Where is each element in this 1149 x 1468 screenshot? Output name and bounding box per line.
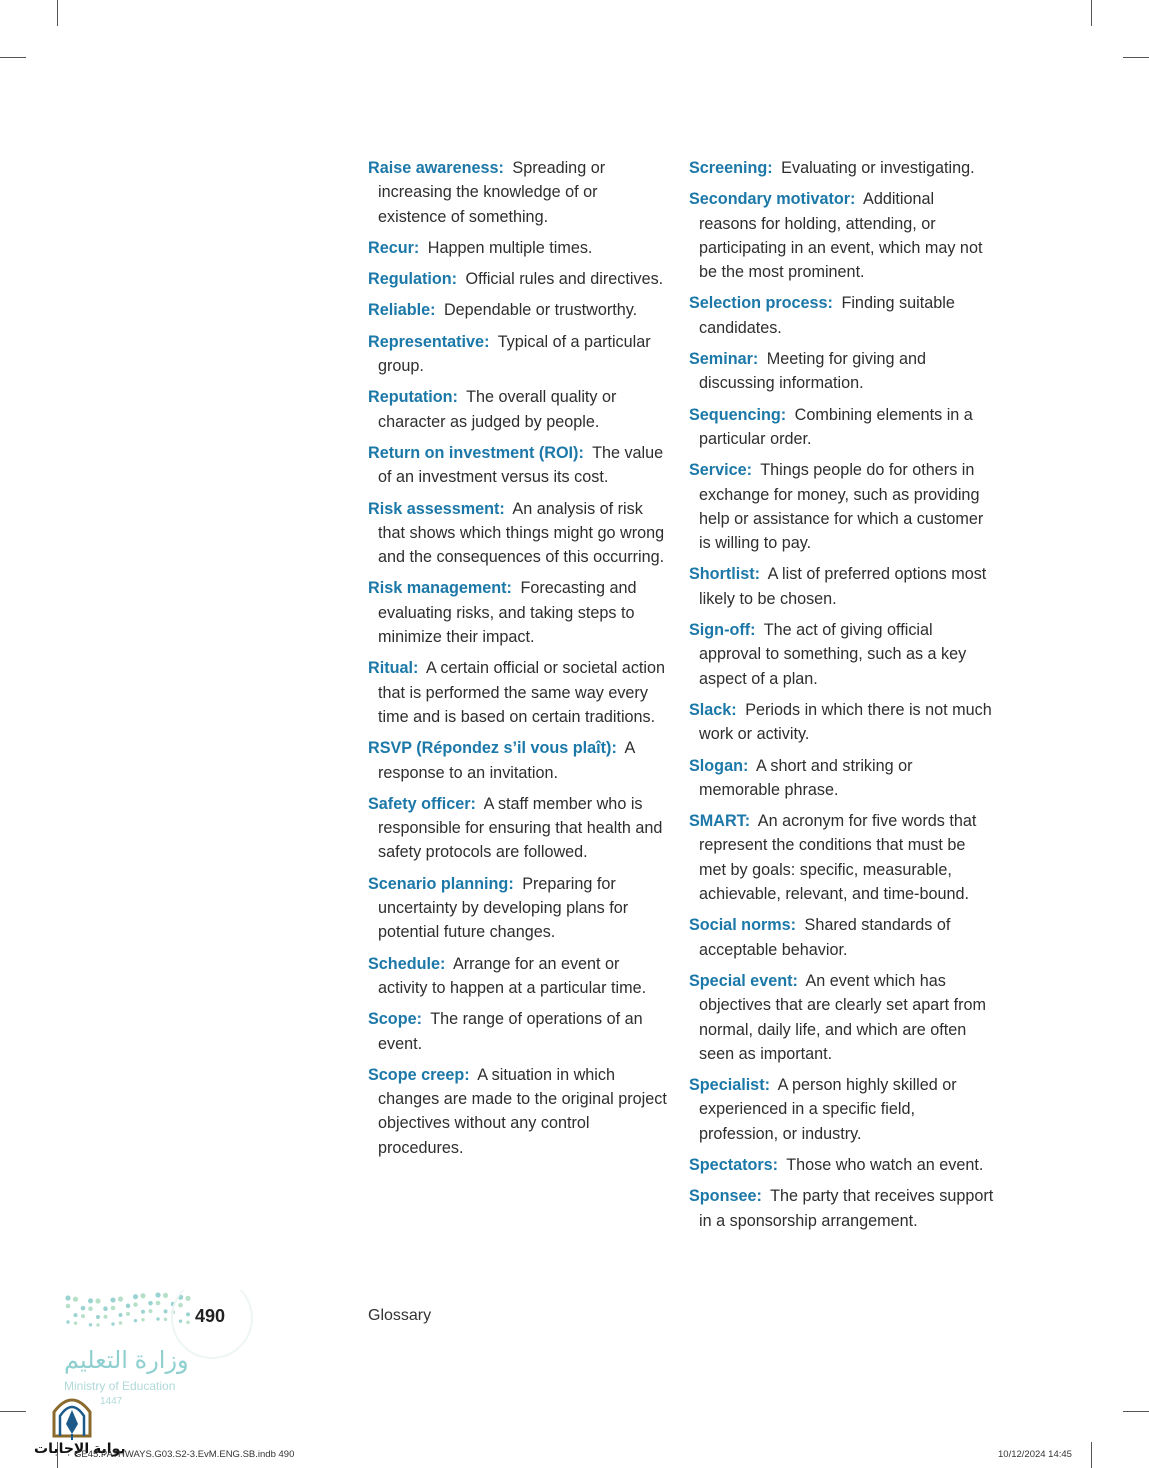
- crop-mark: [57, 0, 58, 26]
- logo-dot: [155, 1292, 160, 1297]
- glossary-definition: A certain official or societal action that is performed the same way every time and is based on certain traditions.: [378, 659, 666, 726]
- glossary-definition: A person highly skilled or experienced in a specific field, profession, or industry.: [699, 1076, 957, 1143]
- logo-dot: [88, 1298, 93, 1303]
- logo-dot: [119, 1313, 123, 1317]
- glossary-term: Ritual:: [368, 659, 419, 678]
- glossary-entry: [689, 618, 994, 691]
- logo-dot: [163, 1293, 168, 1298]
- glossary-entry: [689, 347, 994, 396]
- glossary-definition: A staff member who is responsible for ensuring that health and safety protocols are followed.: [378, 794, 663, 862]
- footer-section-title: Glossary: [368, 1307, 432, 1324]
- glossary-entry: [689, 403, 994, 452]
- logo-dot: [119, 1321, 122, 1324]
- glossary-term: Risk assessment:: [368, 499, 505, 518]
- glossary-term: Reliable:: [368, 301, 436, 320]
- logo-dot: [179, 1319, 182, 1322]
- glossary-term: Raise awareness:: [368, 159, 504, 177]
- glossary-entry: [368, 441, 668, 490]
- logo-dot: [164, 1318, 167, 1321]
- glossary-definition: A response to an invitation.: [378, 739, 635, 782]
- logo-dot: [66, 1304, 71, 1309]
- logo-dot: [141, 1318, 144, 1321]
- logo-dot: [65, 1295, 70, 1300]
- glossary-term: Scenario planning:: [368, 874, 514, 893]
- logo-dot: [118, 1296, 123, 1301]
- logo-dot: [111, 1322, 114, 1325]
- logo-dot: [81, 1306, 86, 1311]
- glossary-entry: [368, 385, 668, 434]
- glossary-term: Selection process:: [689, 294, 833, 313]
- logo-dot: [134, 1319, 137, 1322]
- logo-dot: [156, 1301, 161, 1306]
- glossary-term: Safety officer:: [368, 794, 476, 813]
- glossary-entry: [689, 1073, 994, 1146]
- glossary-definition: Finding suitable candidates.: [699, 294, 955, 337]
- glossary-definition: Dependable or trustworthy.: [443, 301, 638, 320]
- glossary-definition: The value of an investment versus its cost.: [378, 443, 664, 487]
- glossary-term: Secondary motivator:: [689, 190, 856, 209]
- glossary-term: Seminar:: [689, 350, 759, 369]
- crop-mark: [1123, 1411, 1149, 1412]
- logo-dot: [133, 1302, 138, 1307]
- glossary-definition: Periods in which there is not much work or activity.: [699, 700, 992, 744]
- glossary-term: Representative:: [368, 332, 490, 351]
- glossary-term: SMART:: [689, 812, 751, 831]
- logo-dot: [178, 1303, 183, 1308]
- glossary-definition: An event which has objectives that are clearly set apart from normal, daily life, and which are often seen as important.: [699, 971, 987, 1063]
- logo-dot: [104, 1315, 108, 1319]
- logo-dot: [156, 1317, 159, 1320]
- glossary-term: Return on investment (ROI):: [368, 443, 584, 462]
- glossary-term: Shortlist:: [689, 565, 761, 584]
- logo-dot: [185, 1296, 190, 1301]
- glossary-term: Sponsee:: [689, 1187, 762, 1206]
- glossary-entry: [689, 562, 994, 611]
- portal-name: بوابة الإجابات: [34, 1440, 126, 1456]
- logo-dot: [133, 1294, 138, 1299]
- glossary-entry: [689, 1184, 994, 1233]
- logo-dot: [148, 1301, 153, 1306]
- glossary-column-right: [689, 156, 994, 1240]
- glossary-term: RSVP (Répondez s’il vous plaît):: [368, 739, 617, 758]
- glossary-definition: A list of preferred options most likely to be chosen.: [699, 565, 987, 608]
- crop-mark: [0, 57, 26, 58]
- glossary-entry: [689, 1153, 994, 1177]
- glossary-term: Slogan:: [689, 756, 749, 775]
- glossary-definition: Evaluating or investigating.: [781, 159, 975, 177]
- glossary-entry: [368, 736, 668, 785]
- glossary-definition: Spreading or increasing the knowledge of or existence of something.: [378, 159, 606, 226]
- logo-dot: [88, 1306, 93, 1311]
- glossary-definition: Happen multiple times.: [427, 238, 593, 257]
- logo-dot: [96, 1315, 100, 1319]
- glossary-entry: [368, 267, 668, 291]
- glossary-entry: [368, 497, 668, 570]
- glossary-entry: [368, 656, 668, 729]
- glossary-definition: A short and striking or memorable phrase.: [699, 756, 913, 799]
- ministry-name-english: Ministry of Education: [64, 1379, 176, 1393]
- glossary-definition: Shared standards of acceptable behavior.: [699, 916, 951, 959]
- glossary-definition: The act of giving official approval to something, such as a key aspect of a plan.: [699, 621, 967, 688]
- logo-dot: [186, 1321, 189, 1324]
- ministry-year: 1447: [100, 1396, 123, 1407]
- glossary-term: Sign-off:: [689, 621, 756, 640]
- print-slug-date: 10/12/2024 14:45: [998, 1449, 1072, 1460]
- glossary-term: Social norms:: [689, 916, 797, 935]
- glossary-term: Specialist:: [689, 1076, 770, 1095]
- glossary-entry: [689, 913, 994, 962]
- glossary-entry: [689, 458, 994, 555]
- glossary-definition: Forecasting and evaluating risks, and taking steps to minimize their impact.: [378, 579, 637, 647]
- glossary-entry: [368, 330, 668, 379]
- glossary-definition: Typical of a particular group.: [378, 332, 651, 376]
- glossary-term: Reputation:: [368, 388, 458, 407]
- glossary-entry: [368, 872, 668, 945]
- glossary-entry: [368, 156, 668, 229]
- glossary-entry: [368, 1007, 668, 1056]
- logo-dot: [74, 1321, 77, 1324]
- glossary-definition: Preparing for uncertainty by developing plans for potential future changes.: [378, 874, 629, 942]
- logo-dot: [140, 1293, 145, 1298]
- glossary-entry: [368, 1063, 668, 1160]
- glossary-term: Special event:: [689, 971, 798, 990]
- glossary-column-left: [368, 156, 668, 1167]
- logo-dot: [95, 1298, 100, 1303]
- glossary-entry: [368, 576, 668, 649]
- logo-dot: [81, 1314, 85, 1318]
- crop-mark: [1091, 1442, 1092, 1468]
- glossary-entry: [368, 952, 668, 1001]
- logo-dot: [141, 1310, 145, 1314]
- logo-dot: [73, 1297, 78, 1302]
- logo-dot: [111, 1306, 116, 1311]
- logo-dot: [89, 1323, 92, 1326]
- glossary-term: Scope creep:: [368, 1065, 470, 1084]
- logo-dot: [66, 1320, 69, 1323]
- glossary-definition: The range of operations of an event.: [378, 1010, 643, 1053]
- logo-dot: [126, 1312, 130, 1316]
- crop-mark: [1091, 0, 1092, 26]
- glossary-entry: [689, 187, 994, 284]
- glossary-definition: Those who watch an event.: [786, 1155, 984, 1174]
- crop-mark: [1123, 57, 1149, 58]
- glossary-definition: Official rules and directives.: [465, 270, 664, 289]
- glossary-definition: An acronym for five words that represent the conditions that must be met by goals: specific, measurable, achievable, relevant, and time-bound.: [699, 812, 977, 904]
- glossary-entry: [689, 156, 994, 180]
- glossary-entry: [368, 236, 668, 260]
- glossary-definition: Additional reasons for holding, attending, or participating in an event, which may not be the most prominent.: [699, 190, 983, 282]
- glossary-term: Scope:: [368, 1010, 422, 1029]
- glossary-entry: [689, 698, 994, 747]
- glossary-definition: A situation in which changes are made to the original project objectives without any control procedures.: [378, 1065, 667, 1157]
- page-number: 490: [195, 1306, 226, 1326]
- glossary-entry: [689, 754, 994, 803]
- logo-dot: [110, 1297, 115, 1302]
- logo-dot: [186, 1312, 190, 1316]
- logo-dot: [126, 1304, 131, 1309]
- glossary-definition: Things people do for others in exchange for money, such as providing help or assistance for which a customer is willing to pay.: [699, 461, 984, 553]
- glossary-definition: Meeting for giving and discussing information.: [699, 350, 927, 393]
- glossary-entry: [689, 291, 994, 340]
- print-slug-file: GE45.PATHWAYS.G03.S2-3.EvM.ENG.SB.indb 490: [74, 1449, 295, 1460]
- ministry-name-arabic: وزارة التعليم: [64, 1347, 189, 1374]
- glossary-term: Regulation:: [368, 270, 458, 289]
- glossary-term: Spectators:: [689, 1155, 779, 1174]
- glossary-term: Recur:: [368, 238, 420, 257]
- glossary-entry: [689, 809, 994, 906]
- logo-dot: [74, 1313, 78, 1317]
- glossary-term: Slack:: [689, 700, 737, 719]
- glossary-entry: [368, 792, 668, 865]
- logo-dot: [103, 1306, 108, 1311]
- glossary-definition: The party that receives support in a sponsorship arrangement.: [699, 1187, 994, 1230]
- glossary-term: Schedule:: [368, 954, 446, 973]
- glossary-definition: Arrange for an event or activity to happen at a particular time.: [378, 954, 647, 997]
- glossary-term: Screening:: [689, 159, 773, 177]
- glossary-definition: Combining elements in a particular order.: [699, 405, 973, 448]
- glossary-definition: The overall quality or character as judged by people.: [378, 388, 617, 431]
- glossary-term: Service:: [689, 461, 752, 480]
- logo-dot: [96, 1323, 99, 1326]
- crop-mark: [0, 1411, 26, 1412]
- glossary-entry: [689, 969, 994, 1066]
- glossary-term: Sequencing:: [689, 405, 787, 424]
- logo-dot: [164, 1309, 168, 1313]
- glossary-term: Risk management:: [368, 579, 512, 598]
- glossary-entry: [368, 298, 668, 322]
- glossary-definition: An analysis of risk that shows which things might go wrong and the consequences of this occurring.: [378, 499, 665, 567]
- logo-dot: [149, 1309, 153, 1313]
